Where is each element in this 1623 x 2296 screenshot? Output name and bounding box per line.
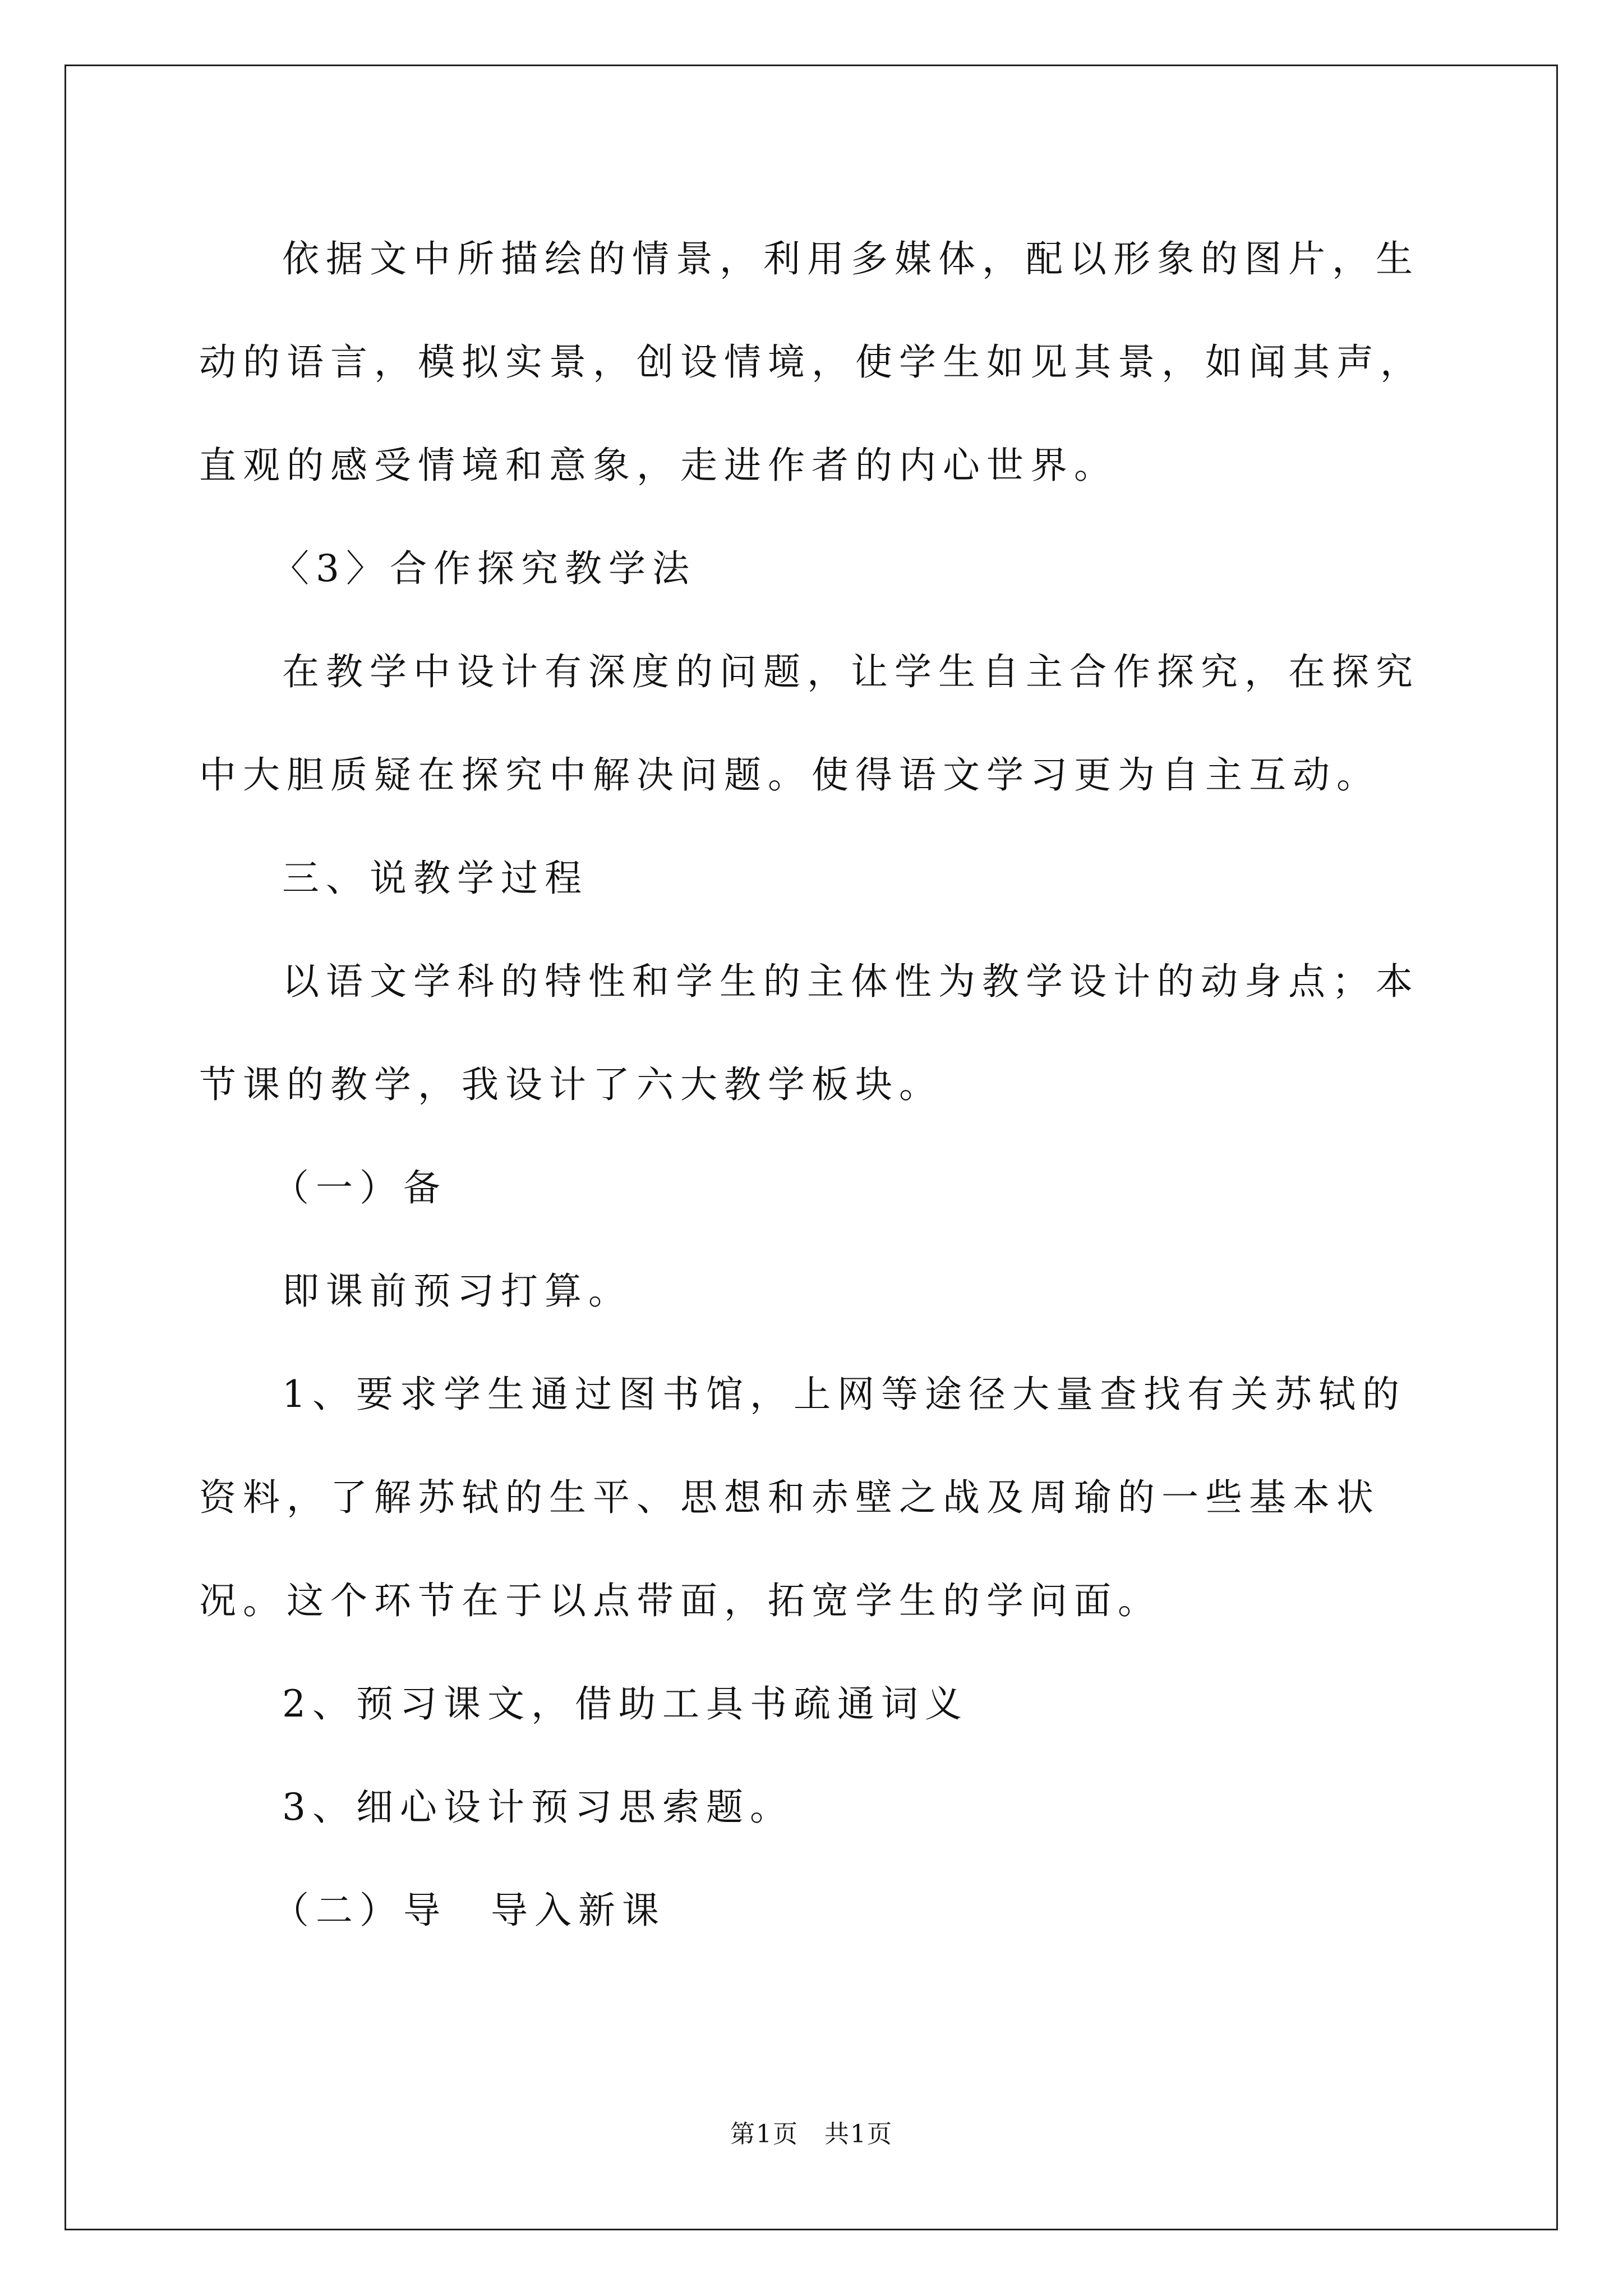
list-item-3: 3、细心设计预习思索题。 <box>282 1786 794 1829</box>
paragraph-teaching-process: 以语文学科的特性和学生的主体性为教学设计的动身点；本节课的教学，我设计了六大教学板块。 <box>199 960 1419 1106</box>
paragraph-cooperative-method: 在教学中设计有深度的问题，让学生自主合作探究，在探究中大胆质疑在探究中解决问题。使得语文学习更为自主互动。 <box>199 650 1419 797</box>
list-item-1: 1、要求学生通过图书馆，上网等途径大量查找有关苏轼的资料，了解苏轼的生平、思想和赤壁之战及周瑜的一些基本状况。这个环节在于以点带面，拓宽学生的学问面。 <box>199 1373 1406 1622</box>
document-body <box>199 208 1433 1962</box>
page-number-footer: 第1页 共1页 <box>730 2120 893 2148</box>
heading-introduce: （二）导 导入新课 <box>272 1889 666 1932</box>
heading-cooperative-method: 〈3〉合作探究教学法 <box>272 547 696 590</box>
list-item-2: 2、预习课文，借助工具书疏通词义 <box>282 1682 969 1726</box>
heading-prepare: （一）备 <box>272 1166 447 1209</box>
heading-teaching-process: 三、说教学过程 <box>282 857 588 900</box>
paragraph-multimedia-method: 依据文中所描绘的情景，利用多媒体，配以形象的图片，生动的语言，模拟实景，创设情境，使学生如见其景，如闻其声，直观的感受情境和意象，走进作者的内心世界。 <box>199 237 1424 487</box>
paragraph-prepare: 即课前预习打算。 <box>282 1269 632 1313</box>
